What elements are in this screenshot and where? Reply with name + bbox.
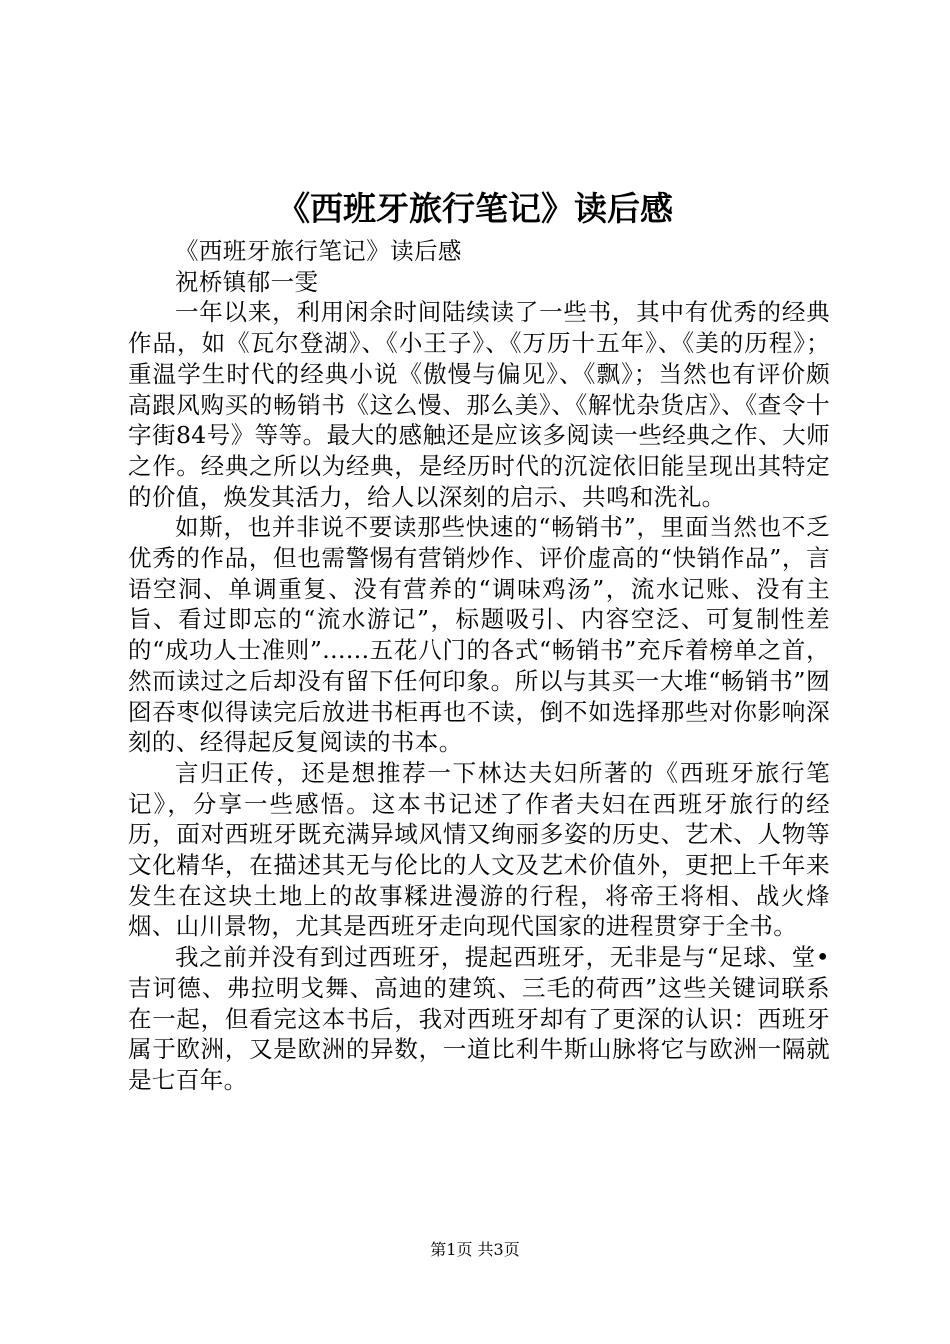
document-author: 祝桥镇郁一雯	[175, 267, 319, 296]
document-title: 《西班牙旅行笔记》读后感	[277, 189, 673, 228]
document-subtitle: 《西班牙旅行笔记》读后感	[175, 237, 462, 265]
paragraph-4: 我之前并没有到过西班牙，提起西班牙，无非是与“足球、堂•吉诃德、弗拉明戈舞、高迪的建筑、三毛的荷西”这些关键词联系在一起，但看完这本书后，我对西班牙却有了更深的认识：西班牙属于欧洲，又是欧洲的异数，一道比利牛斯山脉将它与欧洲一隔就是七百年。	[128, 943, 830, 1094]
paragraph-2: 如斯，也并非说不要读那些快速的“畅销书”，里面当然也不乏优秀的作品，但也需警惕有营销炒作、评价虚高的“快销作品”，言语空洞、单调重复、没有营养的“调味鸡汤”，流水记账、没有主旨、看过即忘的“流水游记”，标题吸引、内容空泛、可复制性差的“成功人士准则”......五花八门的各式“畅销书”充斥着榜单之首，然而读过之后却没有留下任何印象。所以与其买一大堆“畅销书”囫囵吞枣似得读完后放进书柜再也不读，倒不如选择那些对你影响深刻的、经得起反复阅读的书本。	[128, 513, 830, 757]
page-number-footer: 第1页 共3页	[430, 1240, 520, 1259]
paragraph-3: 言归正传，还是想推荐一下林达夫妇所著的《西班牙旅行笔记》，分享一些感悟。这本书记述了作者夫妇在西班牙旅行的经历，面对西班牙既充满异域风情又绚丽多姿的历史、艺术、人物等文化精华，在描述其无与伦比的人文及艺术价值外，更把上千年来发生在这块土地上的故事糅进漫游的行程，将帝王将相、战火烽烟、山川景物，尤其是西班牙走向现代国家的进程贯穿于全书。	[128, 758, 830, 941]
paragraph-1: 一年以来，利用闲余时间陆续读了一些书，其中有优秀的经典作品，如《瓦尔登湖》、《小王子》、《万历十五年》、《美的历程》；重温学生时代的经典小说《傲慢与偏见》、《飘》；当然也有评价颇高跟风购买的畅销书《这么慢、那么美》、《解忧杂货店》、《查令十字街84号》等等。最大的感触还是应该多阅读一些经典之作、大师之作。经典之所以为经典，是经历时代的沉淀依旧能呈现出其特定的价值，焕发其活力，给人以深刻的启示、共鸣和洗礼。	[128, 298, 830, 511]
document-body	[128, 236, 830, 1096]
